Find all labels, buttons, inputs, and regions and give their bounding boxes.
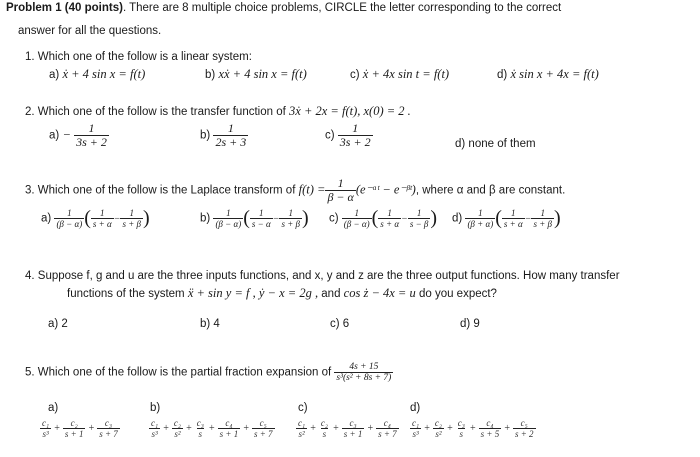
q2-b-fraction: $\frac{1}{2s + 3}$ xyxy=(215,121,247,149)
q5-label-a: a) xyxy=(48,402,59,414)
partial-fraction-term: $\frac{\text{c₂}}{s + 1}$ xyxy=(64,418,84,439)
partial-fraction-term: $\frac{\text{c₄}}{s + 1}$ xyxy=(219,418,239,439)
partial-fraction-term: $\frac{\text{c₂}}{\text{s²}}$ xyxy=(434,418,442,439)
q5-fraction: $\frac{4s + 15}{\text{s³(s² + 8s + 7)}}$ xyxy=(336,362,392,383)
q2-option-a[interactable]: a) − $\frac{1}{3s + 2}$ xyxy=(49,121,107,149)
plus-sign: + xyxy=(85,422,98,434)
q4-line2: functions of the system ẍ + sin y = f , ẏ − x = 2g , and cos ż − 4x = u do you expect? xyxy=(67,286,497,300)
partial-fraction-term: $\frac{\text{c₁}}{\text{s³}}$ xyxy=(151,418,159,439)
q5-option-c[interactable] xyxy=(296,418,399,439)
q1-option-c[interactable]: c) ẋ + 4x sin t = f(t) xyxy=(350,67,450,81)
q3-option-c[interactable]: c) $\frac{1}{(\beta - \alpha)}$ ( $\frac{1}{s + \alpha}$ − $\frac{1}{s - \beta}$ ) xyxy=(329,207,438,229)
q5-label-b: b) xyxy=(150,402,161,414)
instruction-line: answer for all the questions. xyxy=(18,25,162,37)
partial-fraction-term: $\frac{\text{c₄}}{s + 7}$ xyxy=(378,418,397,439)
q4-option-c[interactable]: c) 6 xyxy=(330,318,350,330)
q1-b-math: xẋ + 4 sin x = f(t) xyxy=(218,67,307,81)
plus-sign: + xyxy=(160,422,172,434)
q5-label-d: d) xyxy=(410,402,421,414)
plus-sign: + xyxy=(330,422,342,434)
plus-sign: + xyxy=(51,422,63,434)
problem-title xyxy=(6,2,561,14)
q3-f-fraction: $\frac{1}{\beta - \alpha}$ xyxy=(327,176,354,204)
q4-option-b[interactable]: b) 4 xyxy=(200,318,220,330)
plus-sign: + xyxy=(444,422,456,434)
q1-text: 1. Which one of the follow is a linear system: xyxy=(25,51,252,63)
plus-sign: + xyxy=(205,422,218,434)
q2-a-fraction: $\frac{1}{3s + 2}$ xyxy=(76,121,107,149)
q3-option-d[interactable]: d) $\frac{1}{(\beta + \alpha)}$ ( $\frac{1}{s + \alpha}$ − $\frac{1}{s + \beta}$ ) xyxy=(452,207,561,229)
q1-option-d[interactable]: d) ẋ sin x + 4x = f(t) xyxy=(497,67,599,81)
plus-sign: + xyxy=(240,422,252,434)
partial-fraction-term: $\frac{\text{c₃}}{s}$ xyxy=(196,418,204,439)
plus-sign: + xyxy=(421,422,433,434)
q5-text: 5. Which one of the follow is the partial fraction expansion of xyxy=(25,366,332,379)
partial-fraction-term: $\frac{\text{c₃}}{s}$ xyxy=(457,418,465,439)
q3-option-a[interactable]: a) $\frac{1}{(\beta - \alpha)}$ ( $\frac{1}{s + \alpha}$ − $\frac{1}{s + \beta}$ ) xyxy=(41,207,150,229)
partial-fraction-term: $\frac{\text{c₅}}{s + 2}$ xyxy=(514,418,534,439)
q2-equation: 3ẋ + 2x = f(t), x(0) = 2 . xyxy=(289,104,411,118)
q3-text: 3. Which one of the follow is the Laplace transform of xyxy=(25,184,296,197)
q2-c-fraction: $\frac{1}{3s + 2}$ xyxy=(339,121,371,149)
q2-question xyxy=(25,104,411,119)
partial-fraction-term: $\frac{\text{c₂}}{s}$ xyxy=(320,418,328,439)
q1-a-math: ẋ + 4 sin x = f(t) xyxy=(62,67,146,81)
partial-fraction-term: $\frac{\text{c₁}}{\text{s³}}$ xyxy=(412,418,420,439)
q1-c-math: ẋ + 4x sin t = f(t) xyxy=(362,67,450,81)
partial-fraction-term: $\frac{\text{c₅}}{s + 7}$ xyxy=(253,418,273,439)
q1-option-a[interactable]: a) ẋ + 4 sin x = f(t) xyxy=(49,67,146,81)
q2-option-d[interactable]: d) none of them xyxy=(455,138,536,150)
problem-title-rest: . There are 8 multiple choice problems, CIRCLE the letter corresponding to the correct xyxy=(122,2,562,14)
plus-sign: + xyxy=(466,422,479,434)
q5-option-d[interactable] xyxy=(410,418,536,439)
partial-fraction-term: $\frac{\text{c₃}}{s + 1}$ xyxy=(343,418,363,439)
q4-option-a[interactable]: a) 2 xyxy=(48,318,68,330)
plus-sign: + xyxy=(307,422,319,434)
partial-fraction-term: $\frac{\text{c₄}}{s + 5}$ xyxy=(480,418,500,439)
q2-option-b[interactable]: b) $\frac{1}{2s + 3}$ xyxy=(200,121,247,149)
problem-title-bold: Problem 1 (40 points) xyxy=(6,2,123,14)
partial-fraction-term: $\frac{\text{c₁}}{\text{s³}}$ xyxy=(42,418,50,439)
plus-sign: + xyxy=(501,422,513,434)
q4-option-d[interactable]: d) 9 xyxy=(460,318,480,330)
partial-fraction-term: $\frac{\text{c₁}}{\text{s²}}$ xyxy=(298,418,306,439)
q5-option-a[interactable] xyxy=(40,418,120,439)
q5-label-c: c) xyxy=(298,402,308,414)
q3-option-b[interactable]: b) $\frac{1}{(\beta - \alpha)}$ ( $\frac{1}{s - \alpha}$ − $\frac{1}{s + \beta}$ ) xyxy=(200,207,309,229)
q3-question: 3. Which one of the follow is the Laplace transform of f(t) = $\frac{1}{\beta - \alpha}$ (e⁻ᵅᵗ − e⁻ᵝᵗ), where α and β are constant. xyxy=(25,176,566,204)
q1-d-math: ẋ sin x + 4x = f(t) xyxy=(510,67,599,81)
q1-option-b[interactable]: b) xẋ + 4 sin x = f(t) xyxy=(205,67,307,81)
partial-fraction-term: $\frac{\text{c₃}}{s + 7}$ xyxy=(99,418,118,439)
partial-fraction-term: $\frac{\text{c₂}}{\text{s²}}$ xyxy=(173,418,181,439)
plus-sign: + xyxy=(364,422,377,434)
plus-sign: + xyxy=(183,422,195,434)
q5-question xyxy=(25,362,393,383)
q4-line1: 4. Suppose f, g and u are the three inputs functions, and x, y and z are the three output functions. How many transfer xyxy=(25,270,620,282)
q2-option-c[interactable]: c) $\frac{1}{3s + 2}$ xyxy=(325,121,371,149)
q5-option-b[interactable] xyxy=(149,418,275,439)
q2-text: 2. Which one of the follow is the transfer function of xyxy=(25,106,286,118)
